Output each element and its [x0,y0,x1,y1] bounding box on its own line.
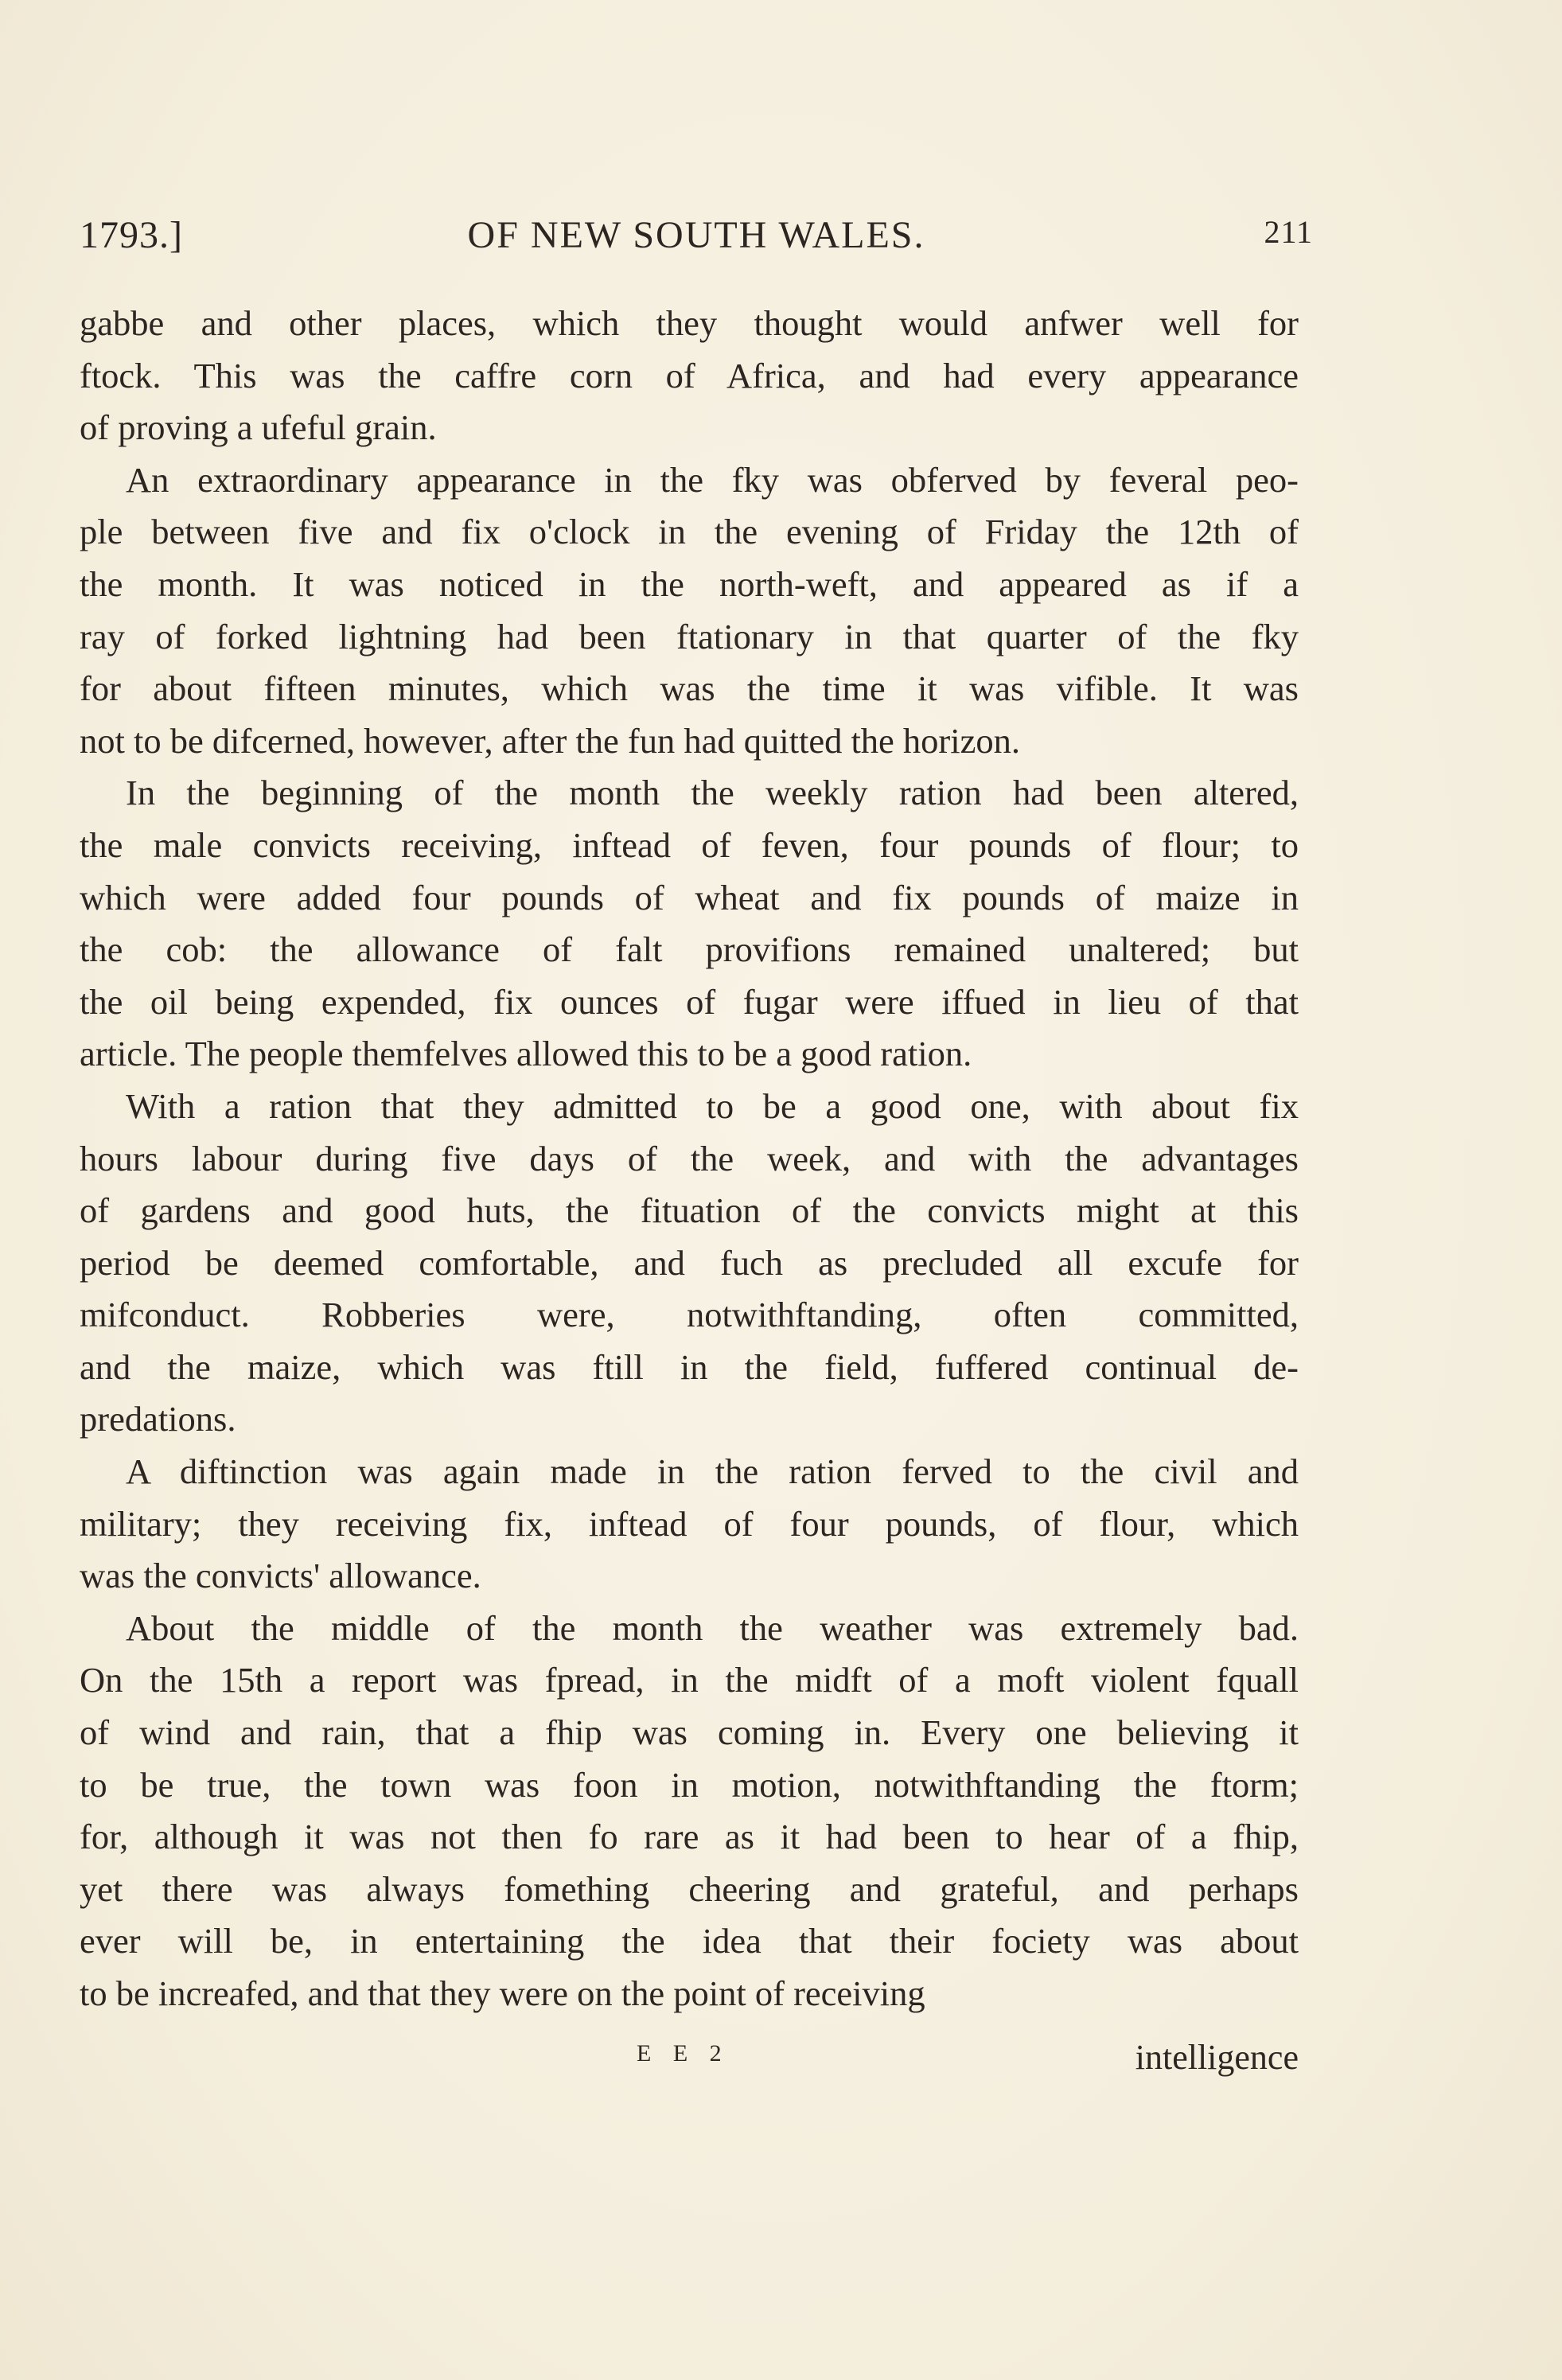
text-line: hours labour during five days of the week, and with the advantages [80,1138,1299,1178]
body-text [80,298,1299,2020]
running-header [80,213,1313,269]
text-line: period be deemed comfortable, and fuch as precluded all excufe for [80,1242,1299,1283]
text-line: ever will be, in entertaining the idea that their fociety was about [80,1921,1299,1961]
text-line: About the middle of the month the weather was extremely bad. [126,1607,1299,1648]
text-line: A diftinction was again made in the ration ferved to the civil and [126,1451,1299,1492]
text-line: to be true, the town was foon in motion, notwithftanding the ftorm; [80,1764,1299,1805]
text-line: the cob: the allowance of falt provifions remained unaltered; but [80,929,1299,970]
text-line: ple between five and fix o'clock in the evening of Friday the 12th of [80,512,1299,552]
text-line: the male convicts receiving, inftead of feven, four pounds of flour; to [80,824,1299,865]
text-line: for, although it was not then fo rare as it had been to hear of a fhip, [80,1817,1299,1857]
text-line: military; they receiving fix, inftead of four pounds, of flour, which [80,1503,1299,1544]
text-line: mifconduct. Robberies were, notwithftanding, often committed, [80,1295,1299,1335]
text-line: With a ration that they admitted to be a good one, with about fix [126,1085,1299,1126]
header-title: OF NEW SOUTH WALES. [467,214,925,256]
text-line: was the convicts' allowance. [80,1556,481,1596]
text-line: ftock. This was the caffre corn of Africa, and had every appearance [80,355,1299,395]
text-line: for about fifteen minutes, which was the time it was vifible. It was [80,668,1299,709]
text-line: predations. [80,1399,236,1439]
text-line: which were added four pounds of wheat and fix pounds of maize in [80,877,1299,917]
text-line: of proving a ufeful grain. [80,407,437,448]
text-line: and the maize, which was ftill in the field, fuffered continual de- [80,1346,1299,1387]
text-line: of gardens and good huts, the fituation of the convicts might at this [80,1190,1299,1231]
text-line: not to be difcerned, however, after the fun had quitted the horizon. [80,720,1020,761]
text-line: An extraordinary appearance in the fky was obferved by feveral peo- [126,459,1299,500]
text-line: the month. It was noticed in the north-weft, and appeared as if a [80,563,1299,604]
header-year: 1793.] [80,214,183,256]
text-line: the oil being expended, fix ounces of fugar were iffued in lieu of that [80,981,1299,1022]
signature-mark: E E 2 [637,2040,730,2066]
text-line: article. The people themfelves allowed this to be a good ration. [80,1034,972,1074]
text-line: ray of forked lightning had been ftationary in that quarter of the fky [80,616,1299,656]
text-line: yet there was always fomething cheering and grateful, and perhaps [80,1868,1299,1909]
page-footer [80,2037,1299,2085]
text-line: gabbe and other places, which they thought would anfwer well for [80,303,1299,343]
text-line: In the beginning of the month the weekly ration had been altered, [126,773,1299,813]
text-line: to be increafed, and that they were on the point of receiving [80,1973,925,2013]
page-number: 211 [1264,214,1313,250]
text-line: of wind and rain, that a fhip was coming in. Every one believing it [80,1712,1299,1753]
text-line: On the 15th a report was fpread, in the midft of a moft violent fquall [80,1660,1299,1700]
catchword: intelligence [1135,2038,1299,2077]
